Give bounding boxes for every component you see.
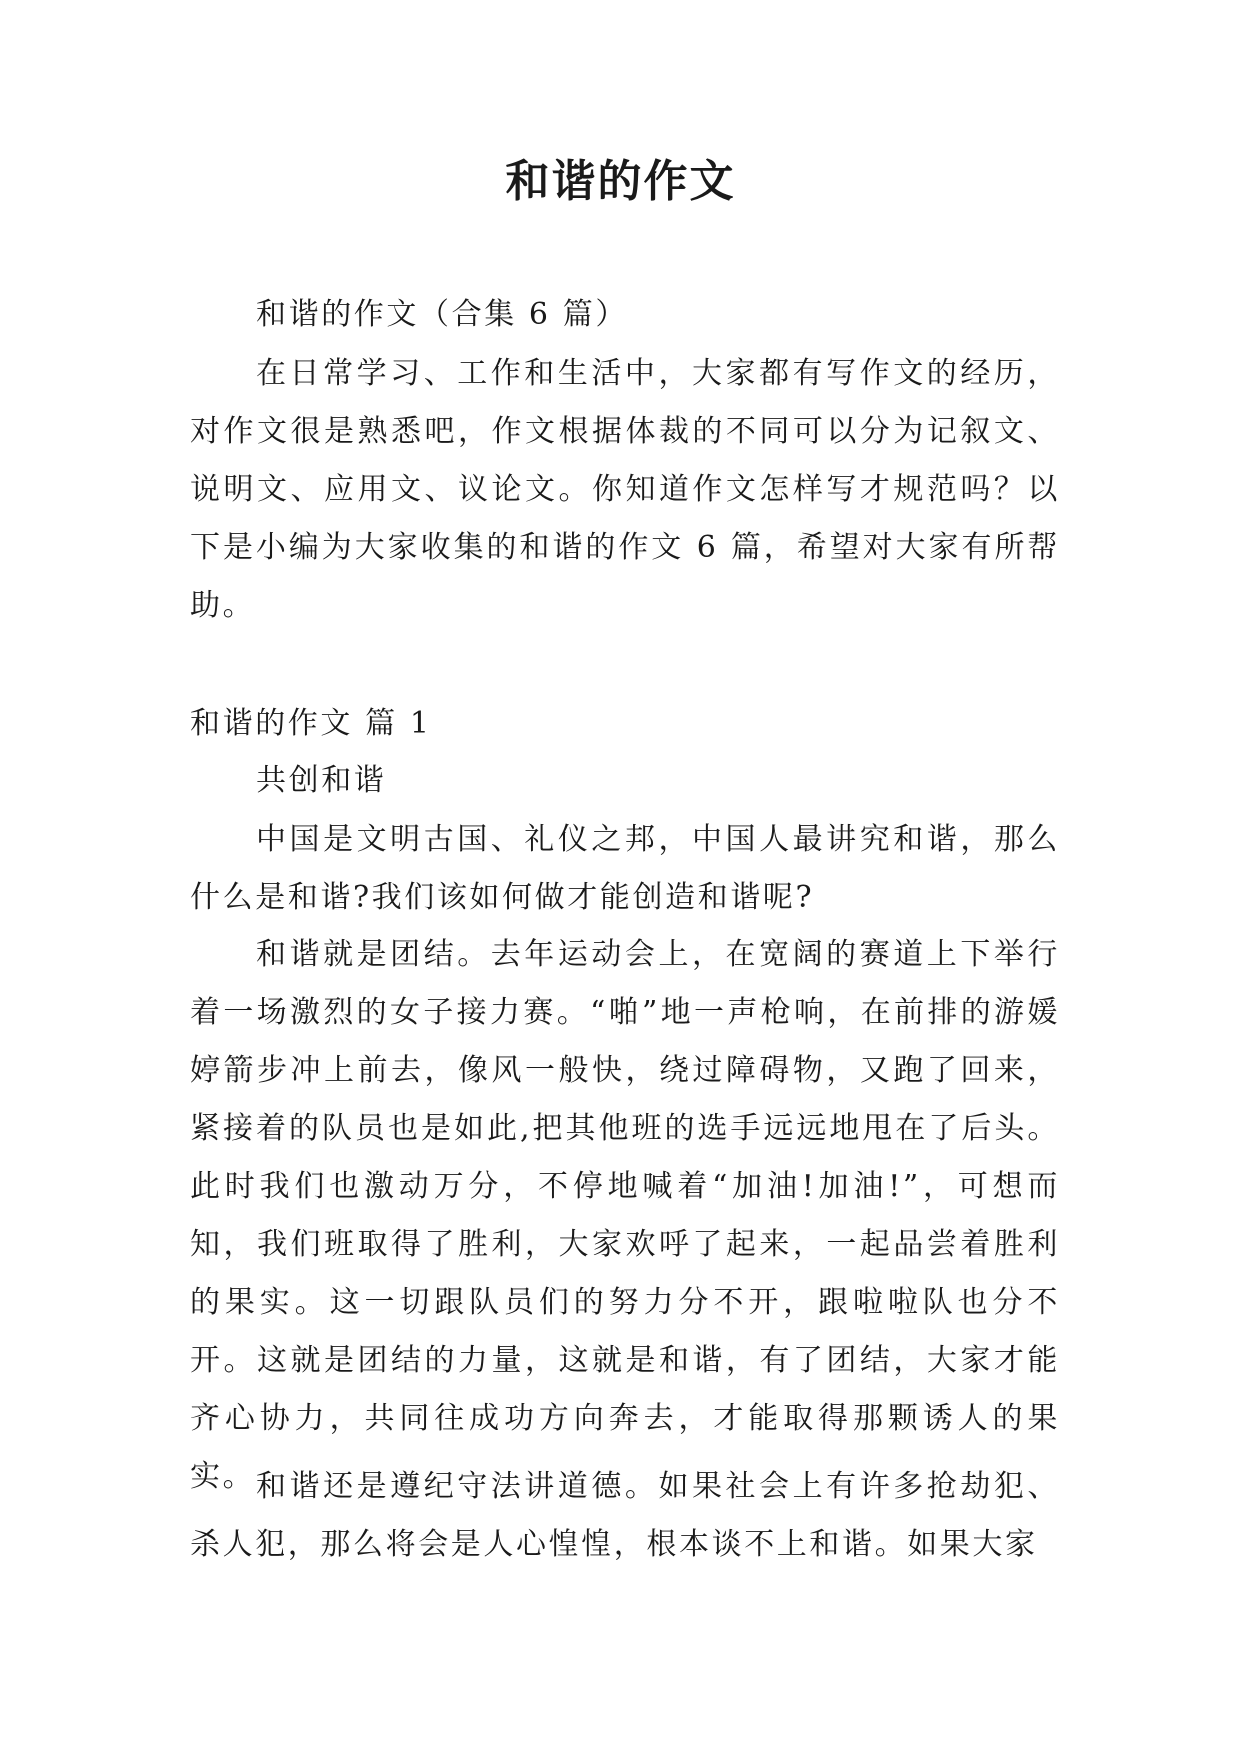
essay-title: 共创和谐	[256, 763, 387, 798]
essay-paragraph: 和谐就是团结。去年运动会上，在宽阔的赛道上下举行着一场激烈的女子接力赛。“啪”地一声枪响，在前排的游媛婷箭步冲上前去，像风一般快，绕过障碍物，又跑了回来，紧接着的队员也是如此,把其他班的选手远远地甩在了后头。此时我们也激动万分，不停地喊着“加油!加油!”，可想而知，我们班取得了胜利，大家欢呼了起来，一起品尝着胜利的果实。这一切跟队员们的努力分不开，跟啦啦队也分不开。这就是团结的力量，这就是和谐，有了团结，大家才能齐心协力，共同往成功方向奔去，才能取得那颗诱人的果实。	[190, 937, 1060, 1494]
essay-paragraph: 和谐还是遵纪守法讲道德。如果社会上有许多抢劫犯、杀人犯，那么将会是人心惶惶，根本谈不上和谐。如果大家	[190, 1469, 1060, 1562]
collection-subtitle: 和谐的作文（合集 6 篇）	[256, 297, 628, 332]
section-heading: 和谐的作文 篇 1	[190, 706, 432, 741]
intro-paragraph: 在日常学习、工作和生活中，大家都有写作文的经历，对作文很是熟悉吧，作文根据体裁的不同可以分为记叙文、说明文、应用文、议论文。你知道作文怎样写才规范吗？以下是小编为大家收集的和谐的作文 6 篇，希望对大家有所帮助。	[190, 356, 1060, 623]
document-title: 和谐的作文	[505, 156, 736, 207]
essay-paragraph: 中国是文明古国、礼仪之邦，中国人最讲究和谐，那么什么是和谐?我们该如何做才能创造和谐呢?	[190, 822, 1060, 915]
